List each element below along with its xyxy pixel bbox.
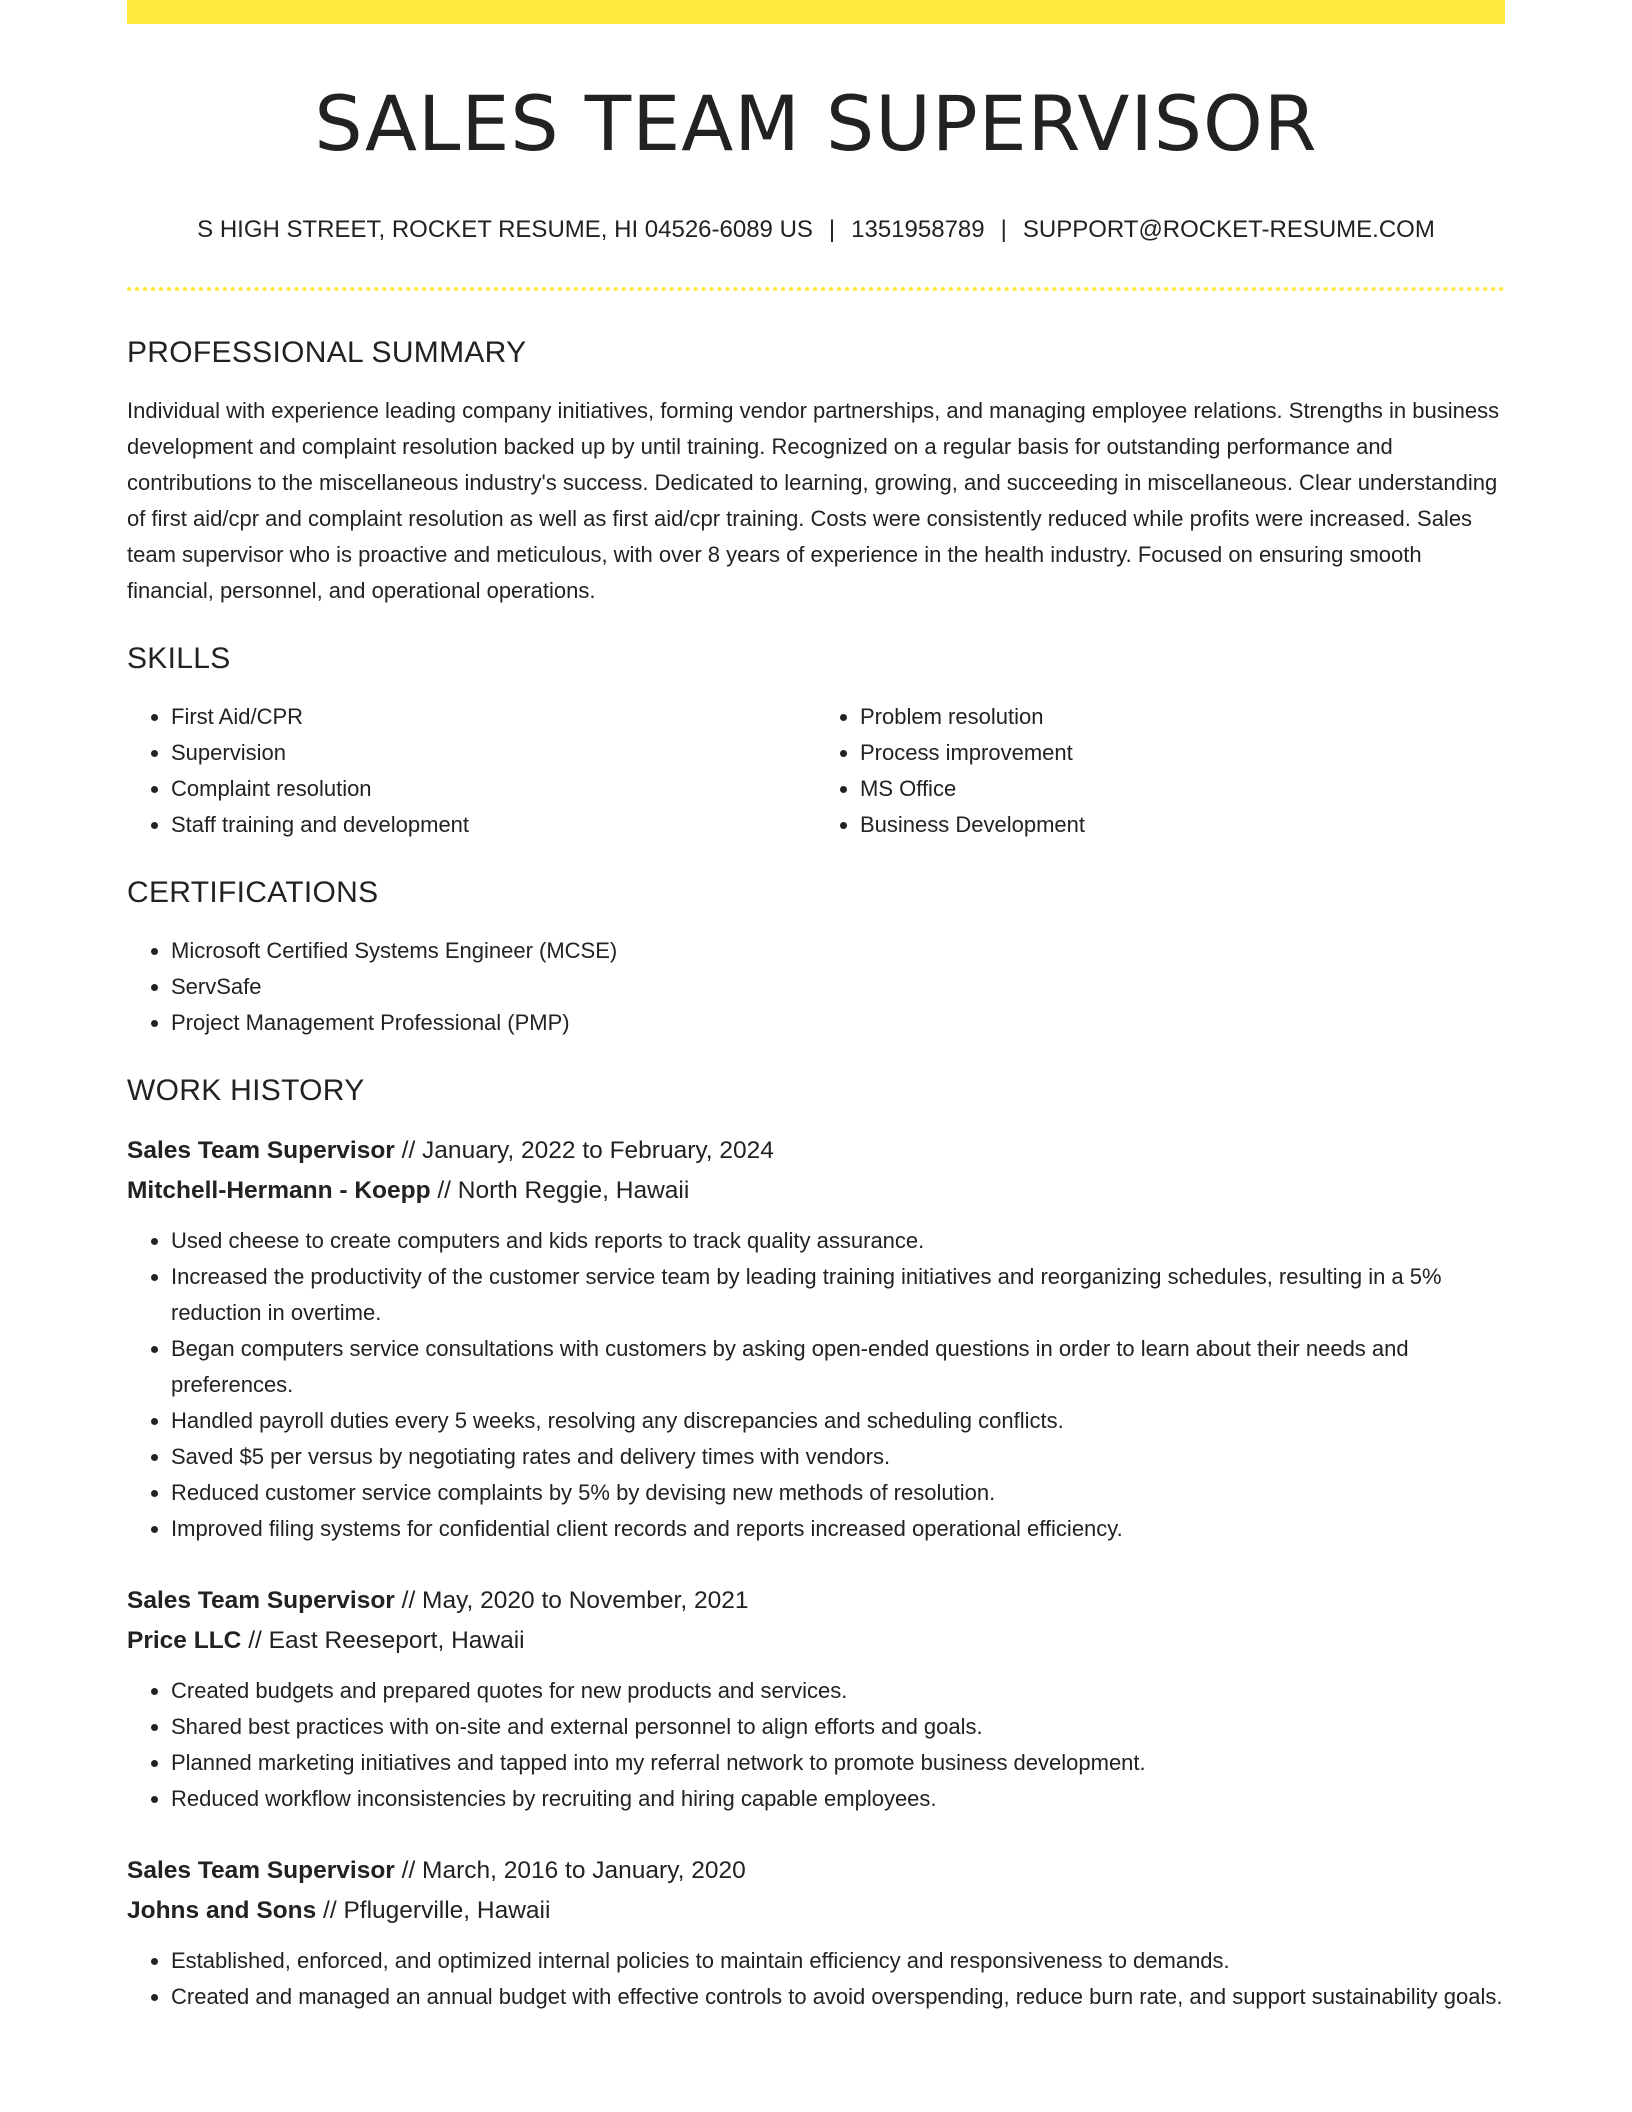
list-item: • Complaint resolution [171,771,816,807]
resume-page [127,0,1505,2112]
certifications-section [127,875,1505,1041]
job-entry [127,1131,1505,1547]
section-title-certifications: CERTIFICATIONS [127,876,379,910]
list-item: • Project Management Professional (PMP) [171,1005,1505,1041]
list-item: • Handled payroll duties every 5 weeks, resolving any discrepancies and scheduling conflicts. [171,1403,1505,1439]
list-item: • Process improvement [860,735,1505,771]
job-dates: // January, 2022 to February, 2024 [401,1137,774,1165]
job-entry [127,1581,1505,1817]
job-entry [127,1851,1505,2015]
summary-text: Individual with experience leading company initiatives, forming vendor partnerships, and managing employee relations. Strengths in business development and complaint resolution backed up by until training. Recognized on a regular basis for outstanding performance and contributions to the miscellaneous industry's success. Dedicated to learning, growing, and succeeding in miscellaneous. Clear understanding of first aid/cpr and complaint resolution as well as first aid/cpr training. Costs were consistently reduced while profits were increased. Sales team supervisor who is proactive and meticulous, with over 8 years of experience in the health industry. Focused on ensuring smooth financial, personnel, and operational operations. [127,398,1500,604]
job-role: Sales Team Supervisor [127,1857,395,1885]
section-title-work-history: WORK HISTORY [127,1074,365,1108]
job-location: // North Reggie, Hawaii [437,1177,690,1205]
skills-section [127,641,1505,843]
job-bullets [127,1673,1505,1817]
list-item: • Reduced workflow inconsistencies by recruiting and hiring capable employees. [171,1781,1505,1817]
contact-separator: | [828,215,836,243]
list-item: • First Aid/CPR [171,699,816,735]
list-item: • Staff training and development [171,807,816,843]
job-location: // East Reeseport, Hawaii [248,1627,525,1655]
dotted-divider [127,287,1505,291]
list-item: • Increased the productivity of the customer service team by leading training initiatives and reorganizing schedules, resulting in a 5% reduction in overtime. [171,1259,1505,1331]
job-dates: // March, 2016 to January, 2020 [401,1857,746,1885]
list-item: • Established, enforced, and optimized internal policies to maintain efficiency and responsiveness to demands. [171,1943,1505,1979]
list-item: • Began computers service consultations with customers by asking open-ended questions in order to learn about their needs and preferences. [171,1331,1505,1403]
section-title-summary: PROFESSIONAL SUMMARY [127,336,527,370]
list-item: • Microsoft Certified Systems Engineer (MCSE) [171,933,1505,969]
job-company-line [127,1621,1505,1661]
contact-address: S HIGH STREET, ROCKET RESUME, HI 04526-6089 US [197,215,813,243]
skills-list-left [127,699,816,843]
job-role-line [127,1131,1505,1171]
job-company-line [127,1171,1505,1211]
job-role-line [127,1851,1505,1891]
list-item: • Shared best practices with on-site and external personnel to align efforts and goals. [171,1709,1505,1745]
job-company-line [127,1891,1505,1931]
list-item: • Saved $5 per versus by negotiating rates and delivery times with vendors. [171,1439,1505,1475]
resume-title: SALES TEAM SUPERVISOR [314,79,1318,168]
list-item: • ServSafe [171,969,1505,1005]
contact-separator: | [1000,215,1007,243]
summary-section [127,335,1505,609]
job-company: Price LLC [127,1627,242,1655]
list-item: • Improved filing systems for confidential client records and reports increased operational efficiency. [171,1511,1505,1547]
job-role: Sales Team Supervisor [127,1587,395,1615]
job-bullets [127,1223,1505,1547]
skills-columns [127,699,1505,843]
list-item: • Problem resolution [860,699,1505,735]
list-item: • Used cheese to create computers and kids reports to track quality assurance. [171,1223,1505,1259]
section-title-skills: SKILLS [127,642,231,676]
job-dates: // May, 2020 to November, 2021 [401,1587,749,1615]
job-role-line [127,1581,1505,1621]
list-item: • MS Office [860,771,1505,807]
list-item: • Created budgets and prepared quotes for new products and services. [171,1673,1505,1709]
list-item: • Planned marketing initiatives and tapped into my referral network to promote business development. [171,1745,1505,1781]
job-company: Mitchell-Hermann - Koepp [127,1177,431,1205]
job-location: // Pflugerville, Hawaii [323,1897,551,1925]
accent-bar [127,0,1505,24]
contact-line [127,216,1505,245]
job-company: Johns and Sons [127,1897,317,1925]
certifications-list [127,933,1505,1041]
list-item: • Created and managed an annual budget with effective controls to avoid overspending, reduce burn rate, and support sustainability goals. [171,1979,1505,2015]
list-item: • Supervision [171,735,816,771]
work-history-section [127,1073,1505,2015]
job-role: Sales Team Supervisor [127,1137,395,1165]
list-item: • Business Development [860,807,1505,843]
job-bullets [127,1943,1505,2015]
contact-phone: 1351958789 [851,215,985,243]
skills-list-right [816,699,1505,843]
contact-email: SUPPORT@ROCKET-RESUME.COM [1022,215,1435,243]
list-item: • Reduced customer service complaints by 5% by devising new methods of resolution. [171,1475,1505,1511]
